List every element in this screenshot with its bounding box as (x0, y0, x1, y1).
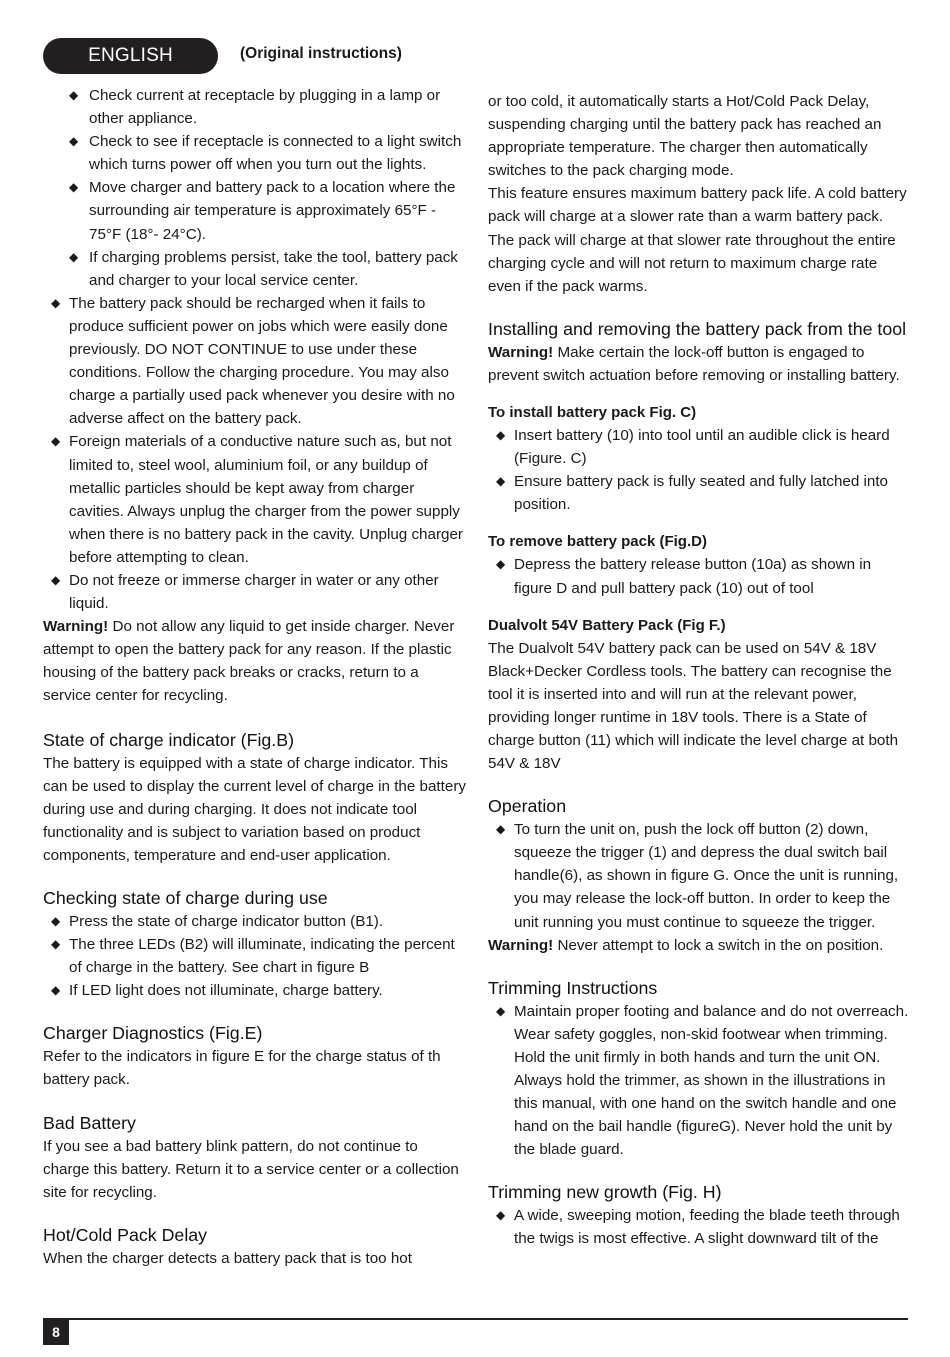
warning-label: Warning! (488, 343, 554, 361)
subheading-to-remove: To remove battery pack (Fig.D) (488, 533, 707, 551)
dualvolt-text: The Dualvolt 54V battery pack can be used on 54V & 18V Black+Decker Cordless tools. The battery can recognise the tool it is inserted into and will run at the relevant power, providing longer runtime in 18V tools. There is a State of charge button (11) which will indicate the level charge at both 54V & 18V (488, 639, 899, 773)
list-item: ◆ Foreign materials of a conductive nature such as, but not limited to, steel wool, aluminium foil, or any buildup of metallic particles should be kept away from charger cavities. Always unplug the charger from the power supply when there is no battery pack in the cavity. Unplug charger before attempting to clean. (43, 430, 468, 569)
diamond-bullet-icon: ◆ (69, 180, 79, 195)
section-heading-checking-state: Checking state of charge during use (43, 888, 328, 908)
section-heading-hot-cold: Hot/Cold Pack Delay (43, 1224, 208, 1245)
warning-paragraph: Warning! Do not allow any liquid to get inside charger. Never attempt to open the battery pack for any reason. If the plastic housing of the battery pack breaks or cracks, return to a service center for recycling. (43, 618, 455, 705)
section-heading-bad-battery: Bad Battery (43, 1112, 136, 1133)
list-item: ◆ Press the state of charge indicator button (B1). (43, 910, 468, 933)
diamond-bullet-icon: ◆ (51, 983, 61, 998)
left-column (43, 84, 468, 1270)
warning-label: Warning! (43, 618, 109, 636)
diamond-bullet-icon: ◆ (69, 134, 79, 149)
list-item: ◆ Depress the battery release button (10a) as shown in figure D and pull battery pack (10) out of tool (488, 553, 913, 599)
section-heading-trimming: Trimming Instructions (488, 977, 658, 998)
section-heading-installing: Installing and removing the battery pack from the tool (488, 318, 907, 339)
right-column (488, 90, 913, 1251)
diamond-bullet-icon: ◆ (496, 1003, 506, 1018)
list-item: ◆ If LED light does not illuminate, charge battery. (43, 979, 468, 1002)
language-badge: ENGLISH (43, 38, 218, 74)
section-heading-state-of-charge: State of charge indicator (Fig.B) (43, 729, 295, 750)
list-item: ◆ If charging problems persist, take the tool, battery pack and charger to your local service center. (43, 246, 468, 292)
charger-diagnostics-text: Refer to the indicators in figure E for the charge status of th battery pack. (43, 1048, 441, 1089)
section-heading-charger-diagnostics: Charger Diagnostics (Fig.E) (43, 1023, 263, 1044)
list-item: ◆ Insert battery (10) into tool until an audible click is heard (Figure. C) (488, 424, 913, 470)
feature-text: This feature ensures maximum battery pack life. A cold battery pack will charge at a slower rate than a warm battery pack. The pack will charge at that slower rate throughout the entire charging cycle and will not return to maximum charge rate even if the pack warms. (488, 185, 907, 295)
document-subtitle: (Original instructions) (240, 45, 402, 62)
hot-cold-text: When the charger detects a battery pack that is too hot (43, 1249, 412, 1267)
section-heading-new-growth: Trimming new growth (Fig. H) (488, 1182, 722, 1203)
list-item: ◆ Check current at receptacle by plugging in a lamp or other appliance. (43, 84, 468, 130)
section-heading-operation: Operation (488, 796, 567, 817)
diamond-bullet-icon: ◆ (496, 557, 506, 572)
list-item: ◆ Check to see if receptacle is connected to a light switch which turns power off when you turn out the lights. (43, 130, 468, 176)
diamond-bullet-icon: ◆ (51, 937, 61, 952)
diamond-bullet-icon: ◆ (496, 474, 506, 489)
list-item: ◆ Maintain proper footing and balance and do not overreach. Wear safety goggles, non-skid footwear when trimming. Hold the unit firmly in both hands and turn the unit ON. Always hold the trimmer, as shown in the illustrations in this manual, with one hand on the switch handle and one hand on the bail handle (figureG). Never hold the unit by the blade guard. (488, 1000, 913, 1162)
state-of-charge-text: The battery is equipped with a state of charge indicator. This can be used to display the current level of charge in the battery during use and during charging. It does not indicate tool functionality and is subject to variation based on product components, temperature and end-user application. (43, 754, 466, 864)
install-warning-paragraph: Warning! Make certain the lock-off button is engaged to prevent switch actuation before removing or installing battery. (488, 343, 900, 384)
diamond-bullet-icon: ◆ (51, 295, 61, 310)
diamond-bullet-icon: ◆ (496, 1208, 506, 1223)
diamond-bullet-icon: ◆ (51, 434, 61, 449)
bad-battery-text: If you see a bad battery blink pattern, do not continue to charge this battery. Return it to a service center or a collection site for recycling. (43, 1137, 459, 1201)
subheading-dualvolt: Dualvolt 54V Battery Pack (Fig F.) (488, 616, 726, 634)
list-item: ◆ Move charger and battery pack to a location where the surrounding air temperature is approximately 65°F - 75°F (18°- 24°C). (43, 176, 468, 245)
diamond-bullet-icon: ◆ (69, 88, 79, 102)
subheading-to-install: To install battery pack Fig. C) (488, 404, 697, 422)
diamond-bullet-icon: ◆ (51, 572, 61, 587)
list-item: ◆ To turn the unit on, push the lock off button (2) down, squeeze the trigger (1) and depress the dual switch bail handle(6), as shown in figure G. Once the unit is running, you may release the lock-off button. In order to keep the unit running you must continue to squeeze the trigger. (488, 818, 913, 933)
footer-divider (43, 1318, 908, 1320)
list-item: ◆ The three LEDs (B2) will illuminate, indicating the percent of charge in the battery. See chart in figure B (43, 933, 468, 979)
list-item: ◆ A wide, sweeping motion, feeding the blade teeth through the twigs is most effective. A slight downward tilt of the (488, 1204, 913, 1250)
warning-label: Warning! (488, 936, 554, 954)
page-number: 8 (43, 1320, 69, 1345)
diamond-bullet-icon: ◆ (496, 822, 506, 837)
diamond-bullet-icon: ◆ (496, 428, 506, 443)
list-item: ◆ Do not freeze or immerse charger in water or any other liquid. (43, 569, 468, 615)
diamond-bullet-icon: ◆ (69, 249, 79, 264)
list-item: ◆ The battery pack should be recharged when it fails to produce sufficient power on jobs which were easily done previously. DO NOT CONTINUE to use under these conditions. Follow the charging procedure. You may also charge a partially used pack whenever you desire with no adverse affect on the battery pack. (43, 292, 468, 431)
diamond-bullet-icon: ◆ (51, 914, 61, 928)
list-item: ◆ Ensure battery pack is fully seated and fully latched into position. (488, 470, 913, 516)
hot-cold-continued-text: or too cold, it automatically starts a Hot/Cold Pack Delay, suspending charging until the battery pack has reached an appropriate temperature. The charger then automatically switches to the pack charging mode. (488, 93, 882, 180)
operation-warning-paragraph: Warning! Never attempt to lock a switch in the on position. (488, 936, 884, 954)
